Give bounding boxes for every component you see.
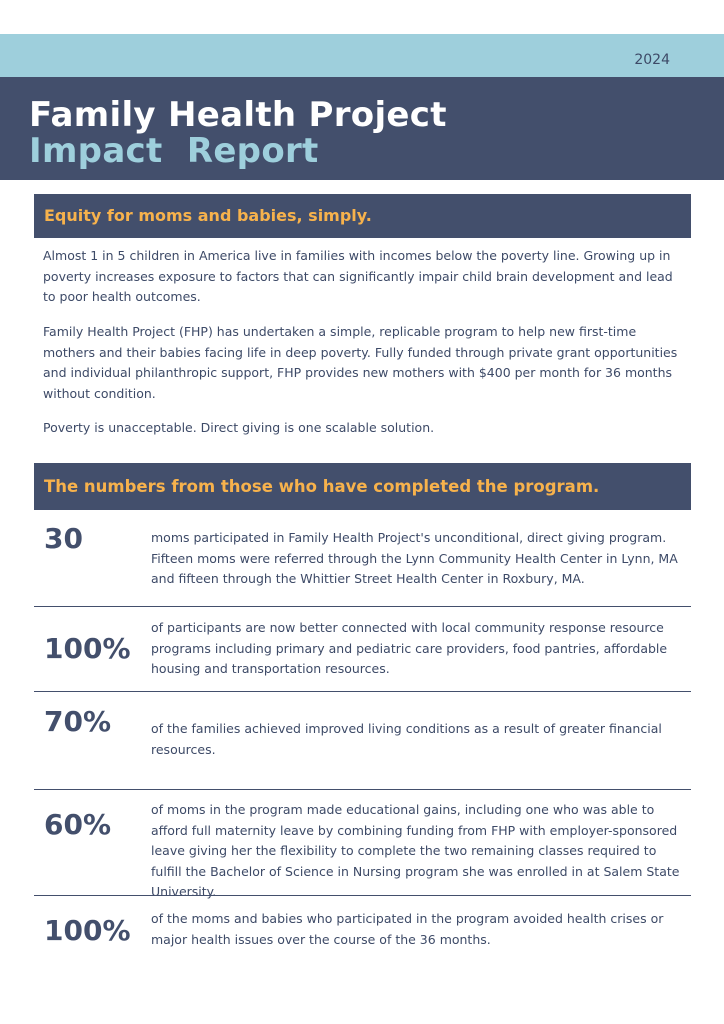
program-paragraph: Family Health Project (FHP) has undertaken a simple, replicable program to help new first-time mothers and their babies facing life in deep poverty. Fully funded through private grant opportunities and individual philanthropic support, FHP provides new mothers with $400 per month for 36 months without condition.: [43, 324, 678, 401]
row-divider: [34, 691, 691, 692]
closing-paragraph: Poverty is unacceptable. Direct giving is one scalable solution.: [43, 420, 435, 435]
row-divider: [34, 606, 691, 607]
stat-value: 100%: [44, 632, 131, 665]
report-subtitle: Impact Report: [29, 131, 319, 171]
stat-description: of the families achieved improved living conditions as a result of greater financial resources.: [151, 721, 662, 757]
stat-value: 100%: [44, 914, 131, 947]
title-banner: [0, 77, 724, 180]
stat-description: of moms in the program made educational gains, including one who was able to afford full maternity leave by combining funding from FHP with employer-sponsored leave giving her the flexibility to complete the two remaining classes required to fulfill the Bachelor of Science in Nursing program she was enrolled in at Salem State University.: [151, 802, 680, 899]
stat-description: of participants are now better connected with local community response resource programs including primary and pediatric care providers, food pantries, affordable housing and transportation resources.: [151, 620, 668, 676]
stat-value: 60%: [44, 808, 112, 841]
stat-description: moms participated in Family Health Project's unconditional, direct giving program. Fifteen moms were referred through the Lynn Community Health Center in Lynn, MA and fifteen through the Whittier Street Health Center in Roxbury, MA.: [151, 530, 678, 586]
equity-section-heading: Equity for moms and babies, simply.: [34, 194, 691, 238]
report-year: 2024: [634, 52, 670, 68]
stat-value: 70%: [44, 705, 112, 738]
row-divider: [34, 789, 691, 790]
stat-value: 30: [44, 522, 83, 555]
row-divider: [34, 895, 691, 896]
stat-description: of the moms and babies who participated in the program avoided health crises or major health issues over the course of the 36 months.: [151, 911, 664, 947]
top-band: [0, 34, 724, 77]
numbers-section-heading: The numbers from those who have completed the program.: [34, 463, 691, 510]
intro-paragraph: Almost 1 in 5 children in America live in families with incomes below the poverty line. Growing up in poverty increases exposure to factors that can significantly impair child brain development and lead to poor health outcomes.: [43, 248, 673, 304]
report-title: Family Health Project: [29, 95, 447, 135]
